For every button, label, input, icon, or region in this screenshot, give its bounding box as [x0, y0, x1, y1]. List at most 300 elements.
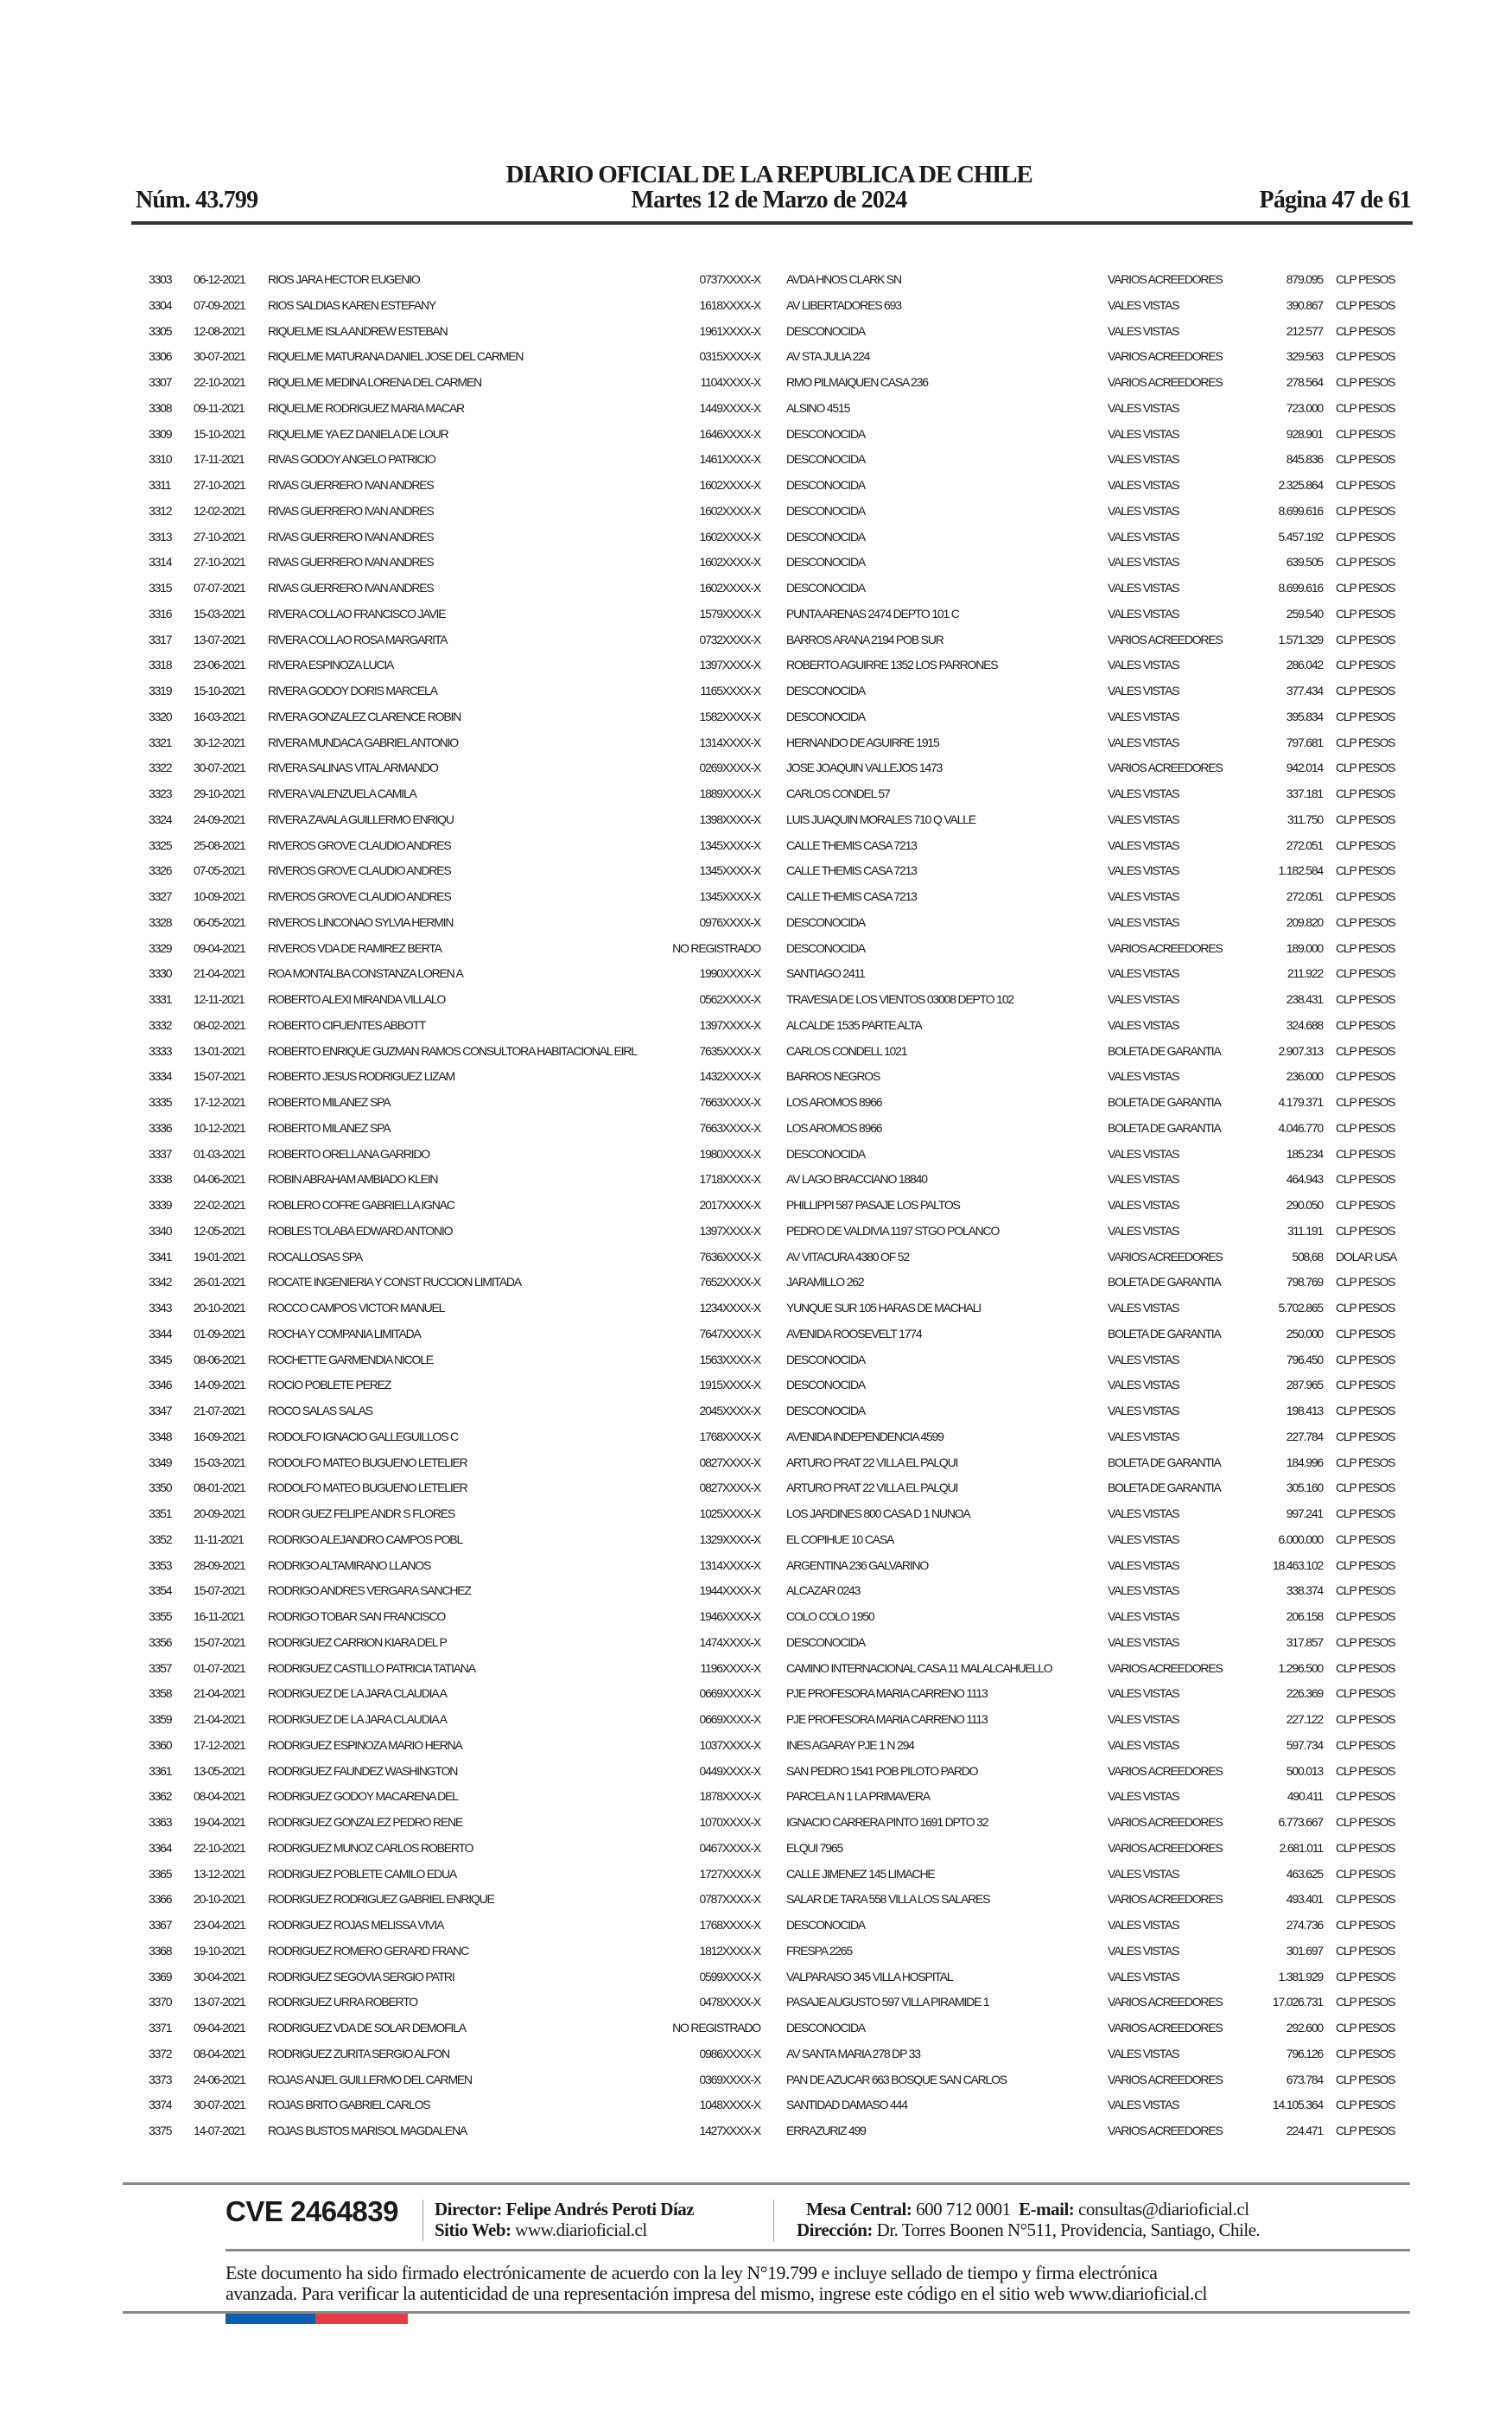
table-row — [0, 708, 1512, 734]
entry-date: 07-07-2021 — [194, 581, 245, 595]
address: DESCONOCIDA — [786, 1352, 866, 1366]
currency: CLP PESOS — [1336, 1275, 1395, 1290]
amount: 224.471 — [1286, 2124, 1323, 2137]
document-type: VALES VISTAS — [1108, 452, 1179, 467]
amount: 206.158 — [1286, 1609, 1323, 1623]
entry-date: 27-10-2021 — [194, 478, 245, 492]
currency: CLP PESOS — [1336, 889, 1395, 903]
website-label: Sitio Web: — [435, 2219, 511, 2240]
address-text: Dr. Torres Boonen N°511, Providencia, Santiago, Chile. — [876, 2219, 1261, 2240]
entry-number: 3369 — [149, 1969, 172, 1984]
rut: 1646XXXX-X — [699, 426, 760, 441]
entry-date: 27-10-2021 — [194, 555, 245, 570]
rut: 1602XXXX-X — [699, 503, 760, 518]
entry-number: 3338 — [149, 1172, 172, 1187]
beneficiary-name: ROA MONTALBA CONSTANZA LOREN A — [268, 966, 463, 981]
amount: 14.105.364 — [1272, 2098, 1323, 2112]
entry-number: 3344 — [149, 1326, 172, 1341]
rut: 1427XXXX-X — [699, 2124, 760, 2137]
beneficiary-name: RIVEROS VDA DE RAMIREZ BERTA — [268, 940, 442, 955]
entry-number: 3360 — [149, 1737, 172, 1752]
document-type: VALES VISTAS — [1108, 529, 1179, 544]
beneficiary-name: ROBERTO CIFUENTES ABBOTT — [268, 1017, 426, 1032]
amount: 274.736 — [1286, 1918, 1323, 1932]
entry-date: 21-04-2021 — [194, 1712, 245, 1726]
entry-date: 30-07-2021 — [194, 761, 245, 775]
document-type: VALES VISTAS — [1108, 837, 1179, 852]
amount: 2.325.864 — [1278, 478, 1323, 492]
entry-date: 09-04-2021 — [194, 940, 245, 955]
rut: 1314XXXX-X — [699, 1557, 760, 1572]
entry-number: 3345 — [149, 1352, 172, 1366]
address: CALLE THEMIS CASA 7213 — [786, 837, 917, 852]
document-type: VALES VISTAS — [1108, 1866, 1179, 1881]
beneficiary-name: RIQUELME RODRIGUEZ MARIA MACAR — [268, 400, 464, 415]
entry-number: 3329 — [149, 940, 172, 955]
entry-date: 19-04-2021 — [194, 1815, 245, 1829]
currency: CLP PESOS — [1336, 1866, 1395, 1881]
document-type: VALES VISTAS — [1108, 889, 1179, 903]
amount: 198.413 — [1286, 1404, 1323, 1417]
currency: CLP PESOS — [1336, 1609, 1395, 1623]
address: CALLE THEMIS CASA 7213 — [786, 863, 917, 878]
table-row — [0, 1016, 1512, 1042]
entry-number: 3310 — [149, 452, 172, 467]
entry-date: 08-04-2021 — [194, 2046, 245, 2060]
beneficiary-name: RODRIGO ALEJANDRO CAMPOS POBL — [268, 1532, 463, 1546]
entry-number: 3354 — [149, 1583, 172, 1598]
rut: 1461XXXX-X — [699, 452, 760, 467]
entry-date: 13-01-2021 — [194, 1043, 245, 1058]
address: CALLE THEMIS CASA 7213 — [786, 889, 917, 903]
entry-number: 3358 — [149, 1686, 172, 1701]
rut: 1234XXXX-X — [699, 1301, 760, 1315]
document-type: VALES VISTAS — [1108, 1223, 1179, 1238]
table-row — [0, 373, 1512, 399]
currency: CLP PESOS — [1336, 1146, 1395, 1161]
rut: 1582XXXX-X — [699, 709, 760, 723]
table-row — [0, 734, 1512, 760]
entry-number: 3355 — [149, 1609, 172, 1623]
entry-number: 3320 — [149, 709, 172, 723]
currency: CLP PESOS — [1336, 658, 1395, 672]
entry-date: 16-03-2021 — [194, 709, 245, 723]
entry-number: 3341 — [149, 1249, 172, 1264]
currency: CLP PESOS — [1336, 375, 1395, 389]
entry-date: 26-01-2021 — [194, 1275, 245, 1290]
document-type: VALES VISTAS — [1108, 400, 1179, 415]
entry-number: 3368 — [149, 1943, 172, 1958]
table-row — [0, 1042, 1512, 1068]
address: SANTIAGO 2411 — [786, 966, 865, 981]
entry-number: 3325 — [149, 837, 172, 852]
rut: 1990XXXX-X — [699, 966, 760, 981]
address: DESCONOCIDA — [786, 323, 866, 338]
beneficiary-name: RODRIGUEZ RODRIGUEZ GABRIEL ENRIQUE — [268, 1892, 494, 1907]
beneficiary-name: RODRIGUEZ ROMERO GERARD FRANC — [268, 1943, 468, 1958]
table-row — [0, 476, 1512, 502]
rut: 0737XXXX-X — [699, 272, 760, 286]
beneficiary-name: ROCATE INGENIERIA Y CONST RUCCION LIMITADA — [268, 1275, 521, 1290]
amount: 490.411 — [1286, 1789, 1323, 1804]
amount: 4.179.371 — [1278, 1095, 1323, 1109]
beneficiary-name: RODRIGO ALTAMIRANO LLANOS — [268, 1557, 431, 1572]
table-row — [0, 271, 1512, 296]
rut: 1165XXXX-X — [700, 684, 760, 697]
document-type: VALES VISTAS — [1108, 1609, 1179, 1623]
entry-number: 3366 — [149, 1892, 172, 1907]
amount: 673.784 — [1286, 2072, 1323, 2086]
beneficiary-name: ROBERTO ORELLANA GARRIDO — [268, 1146, 429, 1161]
beneficiary-name: RIVERA COLLAO FRANCISCO JAVIE — [268, 606, 446, 621]
issue-number: Núm. 43.799 — [136, 187, 258, 213]
address: LUIS JUAQUIN MORALES 710 Q VALLE — [786, 812, 975, 826]
phone-label: Mesa Central: — [806, 2199, 912, 2219]
rut: 1915XXXX-X — [699, 1378, 760, 1392]
beneficiary-name: RODRIGUEZ MUNOZ CARLOS ROBERTO — [268, 1840, 473, 1855]
beneficiary-name: RODRIGUEZ CASTILLO PATRICIA TATIANA — [268, 1660, 475, 1675]
rut: 0732XXXX-X — [699, 632, 760, 646]
currency: CLP PESOS — [1336, 2124, 1395, 2137]
document-type: VARIOS ACREEDORES — [1108, 2021, 1223, 2035]
footer-separator — [422, 2200, 423, 2241]
beneficiary-name: ROBLERO COFRE GABRIELLA IGNAC — [268, 1198, 454, 1212]
address: DESCONOCIDA — [786, 1634, 866, 1649]
entry-number: 3312 — [149, 503, 172, 518]
currency: CLP PESOS — [1336, 684, 1395, 697]
entry-date: 30-04-2021 — [194, 1969, 245, 1984]
rut: 1345XXXX-X — [699, 837, 760, 852]
document-type: VALES VISTAS — [1108, 684, 1179, 697]
address: AVENIDA ROOSEVELT 1774 — [786, 1326, 922, 1341]
table-row — [0, 579, 1512, 605]
amount: 4.046.770 — [1278, 1120, 1323, 1135]
currency: CLP PESOS — [1336, 1404, 1395, 1417]
entry-number: 3306 — [149, 349, 172, 364]
entry-date: 21-07-2021 — [194, 1404, 245, 1417]
table-row — [0, 990, 1512, 1016]
amount: 493.401 — [1286, 1892, 1323, 1907]
entry-number: 3347 — [149, 1404, 172, 1417]
currency: CLP PESOS — [1336, 503, 1395, 518]
table-row — [0, 1299, 1512, 1325]
entry-number: 3322 — [149, 761, 172, 775]
table-row — [0, 1942, 1512, 1968]
amount: 17.026.731 — [1272, 1995, 1323, 2009]
amount: 272.051 — [1286, 889, 1323, 903]
email-link[interactable]: consultas@diarioficial.cl — [1078, 2199, 1249, 2219]
table-row — [0, 1119, 1512, 1145]
entry-number: 3334 — [149, 1069, 172, 1084]
address: BARROS NEGROS — [786, 1069, 880, 1084]
currency: CLP PESOS — [1336, 863, 1395, 878]
document-type: VARIOS ACREEDORES — [1108, 349, 1223, 364]
table-row — [0, 502, 1512, 528]
amount: 212.577 — [1286, 323, 1323, 338]
address: PJE PROFESORA MARIA CARRENO 1113 — [786, 1712, 988, 1726]
entry-date: 01-09-2021 — [194, 1326, 245, 1341]
document-type: VALES VISTAS — [1108, 1557, 1179, 1572]
website-link[interactable]: www.diarioficial.cl — [515, 2219, 647, 2240]
rut: 0827XXXX-X — [699, 1481, 760, 1495]
amount: 8.699.616 — [1278, 581, 1323, 595]
rut: 0599XXXX-X — [699, 1969, 760, 1984]
beneficiary-name: RODRIGUEZ ESPINOZA MARIO HERNA — [268, 1737, 462, 1752]
rut: 1602XXXX-X — [699, 478, 760, 492]
beneficiary-name: RIQUELME ISLA ANDREW ESTEBAN — [268, 323, 448, 338]
amount: 2.907.313 — [1278, 1043, 1323, 1058]
document-type: VALES VISTAS — [1108, 1506, 1179, 1520]
address: AVDA HNOS CLARK SN — [786, 272, 901, 286]
table-row — [0, 1787, 1512, 1813]
entry-date: 12-02-2021 — [194, 503, 245, 518]
entry-number: 3372 — [149, 2046, 172, 2060]
amount: 227.122 — [1286, 1712, 1323, 1726]
amount: 942.014 — [1286, 761, 1323, 775]
beneficiary-name: RODRIGUEZ DE LA JARA CLAUDIA A — [268, 1712, 447, 1726]
amount: 8.699.616 — [1278, 503, 1323, 518]
document-type: VALES VISTAS — [1108, 1404, 1179, 1417]
table-row — [0, 399, 1512, 425]
document-type: VALES VISTAS — [1108, 992, 1179, 1006]
beneficiary-name: RODRIGUEZ FAUNDEZ WASHINGTON — [268, 1763, 458, 1778]
document-type: VALES VISTAS — [1108, 863, 1179, 878]
rut: 0986XXXX-X — [699, 2046, 760, 2060]
currency: CLP PESOS — [1336, 1326, 1395, 1341]
director-line — [435, 2199, 694, 2220]
currency: CLP PESOS — [1336, 2072, 1395, 2086]
entry-date: 20-09-2021 — [194, 1506, 245, 1520]
currency: CLP PESOS — [1336, 1918, 1395, 1932]
table-row — [0, 1916, 1512, 1942]
currency: CLP PESOS — [1336, 2098, 1395, 2112]
document-type: VARIOS ACREEDORES — [1108, 1815, 1223, 1829]
address: AV STA JULIA 224 — [786, 349, 870, 364]
entry-number: 3356 — [149, 1634, 172, 1649]
entry-date: 15-10-2021 — [194, 426, 245, 441]
rut: 1397XXXX-X — [699, 1017, 760, 1032]
address: DESCONOCIDA — [786, 478, 866, 492]
document-type: VARIOS ACREEDORES — [1108, 1660, 1223, 1675]
table-row — [0, 914, 1512, 939]
amount: 5.702.865 — [1278, 1301, 1323, 1315]
currency: CLP PESOS — [1336, 2021, 1395, 2035]
document-type: VALES VISTAS — [1108, 966, 1179, 981]
table-row — [0, 1222, 1512, 1248]
rut: 1618XXXX-X — [699, 297, 760, 312]
address: DESCONOCIDA — [786, 1404, 866, 1417]
document-type: VALES VISTAS — [1108, 914, 1179, 929]
entry-number: 3349 — [149, 1455, 172, 1469]
amount: 290.050 — [1286, 1198, 1323, 1212]
entry-date: 24-06-2021 — [194, 2072, 245, 2086]
currency: CLP PESOS — [1336, 452, 1395, 467]
currency: CLP PESOS — [1336, 272, 1395, 286]
entry-number: 3326 — [149, 863, 172, 878]
beneficiary-name: RIQUELME YA EZ DANIELA DE LOUR — [268, 426, 448, 441]
entry-date: 19-10-2021 — [194, 1943, 245, 1958]
entry-number: 3304 — [149, 297, 172, 312]
currency: CLP PESOS — [1336, 1429, 1395, 1443]
beneficiary-name: RIVEROS LINCONAO SYLVIA HERMIN — [268, 914, 454, 929]
entry-number: 3330 — [149, 966, 172, 981]
amount: 6.000.000 — [1278, 1532, 1323, 1546]
beneficiary-name: RIVERA SALINAS VITAL ARMANDO — [268, 761, 438, 775]
address: PEDRO DE VALDIVIA 1197 STGO POLANCO — [786, 1223, 1000, 1238]
beneficiary-name: RODRIGUEZ URRA ROBERTO — [268, 1995, 417, 2009]
flag-stripe-red — [315, 2314, 408, 2324]
amount: 463.625 — [1286, 1866, 1323, 1881]
entry-number: 3318 — [149, 658, 172, 672]
currency: CLP PESOS — [1336, 735, 1395, 749]
amount: 6.773.667 — [1278, 1815, 1323, 1829]
entry-date: 13-12-2021 — [194, 1866, 245, 1881]
currency: CLP PESOS — [1336, 1634, 1395, 1649]
beneficiary-name: ROBIN ABRAHAM AMBIADO KLEIN — [268, 1172, 438, 1187]
beneficiary-name: ROBERTO ENRIQUE GUZMAN RAMOS CONSULTORA HABITACIONAL EIRL — [268, 1043, 637, 1058]
entry-date: 07-09-2021 — [194, 297, 245, 312]
rut: 0449XXXX-X — [699, 1763, 760, 1778]
entry-number: 3339 — [149, 1198, 172, 1212]
entry-date: 09-04-2021 — [194, 2021, 245, 2035]
currency: CLP PESOS — [1336, 837, 1395, 852]
document-type: VALES VISTAS — [1108, 658, 1179, 672]
address: AV VITACURA 4380 OF 52 — [786, 1249, 909, 1264]
table-row — [0, 1505, 1512, 1531]
amount: 798.769 — [1286, 1275, 1323, 1290]
entry-date: 15-07-2021 — [194, 1634, 245, 1649]
table-row — [0, 1454, 1512, 1480]
entry-date: 15-10-2021 — [194, 684, 245, 697]
table-row — [0, 1402, 1512, 1428]
table-row — [0, 1067, 1512, 1093]
amount: 5.457.192 — [1278, 529, 1323, 544]
beneficiary-name: RIVAS GUERRERO IVAN ANDRES — [268, 529, 434, 544]
rut: 1474XXXX-X — [699, 1634, 760, 1649]
address: SAN PEDRO 1541 POB PILOTO PARDO — [786, 1763, 978, 1778]
currency: CLP PESOS — [1336, 1043, 1395, 1058]
address: PARCELA N 1 LA PRIMAVERA — [786, 1789, 930, 1804]
table-row — [0, 2071, 1512, 2097]
beneficiary-name: ROBERTO MILANEZ SPA — [268, 1120, 391, 1135]
address: SANTIDAD DAMASO 444 — [786, 2098, 907, 2112]
table-row — [0, 1093, 1512, 1119]
amount: 18.463.102 — [1272, 1557, 1323, 1572]
rut: 2045XXXX-X — [699, 1404, 760, 1417]
rut: 7647XXXX-X — [699, 1326, 760, 1341]
document-type: VALES VISTAS — [1108, 2098, 1179, 2112]
document-type: VARIOS ACREEDORES — [1108, 1840, 1223, 1855]
beneficiary-name: ROCCO CAMPOS VICTOR MANUEL — [268, 1301, 445, 1315]
address: PASAJE AUGUSTO 597 VILLA PIRAMIDE 1 — [786, 1995, 989, 2009]
table-row — [0, 1170, 1512, 1196]
amount: 845.836 — [1286, 452, 1323, 467]
beneficiary-name: ROJAS BRITO GABRIEL CARLOS — [268, 2098, 430, 2112]
rut: 1878XXXX-X — [699, 1789, 760, 1804]
currency: CLP PESOS — [1336, 323, 1395, 338]
website-line — [435, 2219, 647, 2241]
document-type: VARIOS ACREEDORES — [1108, 1249, 1223, 1264]
table-row — [0, 347, 1512, 373]
amount: 2.681.011 — [1279, 1840, 1323, 1855]
beneficiary-name: RIVAS GODOY ANGELO PATRICIO — [268, 452, 435, 467]
entry-number: 3303 — [149, 272, 172, 286]
entry-date: 20-10-2021 — [194, 1301, 245, 1315]
table-row — [0, 1557, 1512, 1583]
document-type: BOLETA DE GARANTIA — [1108, 1326, 1221, 1341]
rut: 1037XXXX-X — [699, 1737, 760, 1752]
phone-number: 600 712 0001 — [916, 2199, 1011, 2219]
address: PUNTA ARENAS 2474 DEPTO 101 C — [786, 606, 959, 621]
address: AV LIBERTADORES 693 — [786, 297, 901, 312]
rut: 1768XXXX-X — [699, 1429, 760, 1443]
table-row — [0, 2019, 1512, 2045]
director-label: Director: — [435, 2199, 502, 2219]
rut: 1196XXXX-X — [700, 1660, 760, 1675]
entry-number: 3311 — [149, 478, 171, 492]
rut: 0562XXXX-X — [699, 992, 760, 1006]
rut: 0478XXXX-X — [699, 1995, 760, 2009]
rut: 1889XXXX-X — [699, 786, 760, 800]
amount: 236.000 — [1286, 1069, 1323, 1084]
address: DESCONOCIDA — [786, 914, 866, 929]
footer-divider — [123, 2182, 1410, 2185]
amount: 189.000 — [1286, 940, 1323, 955]
table-row — [0, 1273, 1512, 1299]
amount: 329.563 — [1286, 349, 1323, 364]
rut: 1944XXXX-X — [699, 1583, 760, 1598]
address: PAN DE AZUCAR 663 BOSQUE SAN CARLOS — [786, 2072, 1007, 2086]
document-type: VALES VISTAS — [1108, 555, 1179, 570]
document-type: VALES VISTAS — [1108, 426, 1179, 441]
address: DESCONOCIDA — [786, 426, 866, 441]
table-row — [0, 759, 1512, 785]
amount: 185.234 — [1286, 1146, 1323, 1161]
beneficiary-name: RIVAS GUERRERO IVAN ANDRES — [268, 478, 434, 492]
entry-number: 3374 — [149, 2098, 172, 2112]
document-type: BOLETA DE GARANTIA — [1108, 1120, 1221, 1135]
entry-date: 14-09-2021 — [194, 1378, 245, 1392]
amount: 997.241 — [1286, 1506, 1323, 1520]
table-row — [0, 631, 1512, 657]
entry-date: 22-10-2021 — [194, 1840, 245, 1855]
address: SALAR DE TARA 558 VILLA LOS SALARES — [786, 1892, 990, 1907]
rut: 0827XXXX-X — [699, 1455, 760, 1469]
currency: CLP PESOS — [1336, 1069, 1395, 1084]
currency: CLP PESOS — [1336, 1969, 1395, 1984]
beneficiary-name: RODRIGUEZ GODOY MACARENA DEL — [268, 1789, 458, 1804]
rut: 1980XXXX-X — [699, 1146, 760, 1161]
entry-date: 16-09-2021 — [194, 1429, 245, 1443]
address: DESCONOCIDA — [786, 452, 866, 467]
beneficiary-name: RIOS JARA HECTOR EUGENIO — [268, 272, 420, 286]
document-type: VALES VISTAS — [1108, 1712, 1179, 1726]
document-type: VALES VISTAS — [1108, 709, 1179, 723]
amount: 464.943 — [1286, 1172, 1323, 1187]
table-row — [0, 1659, 1512, 1685]
rut: 1602XXXX-X — [699, 555, 760, 570]
rut: 0369XXXX-X — [699, 2072, 760, 2086]
entry-number: 3373 — [149, 2072, 172, 2086]
address: JARAMILLO 262 — [786, 1275, 864, 1290]
beneficiary-name: ROBERTO JESUS RODRIGUEZ LIZAM — [268, 1069, 454, 1084]
currency: CLP PESOS — [1336, 529, 1395, 544]
rut: 1812XXXX-X — [699, 1943, 760, 1958]
document-type: VALES VISTAS — [1108, 1737, 1179, 1752]
rut: 7652XXXX-X — [699, 1275, 760, 1290]
document-type: VALES VISTAS — [1108, 1146, 1179, 1161]
entry-date: 30-07-2021 — [194, 2098, 245, 2112]
